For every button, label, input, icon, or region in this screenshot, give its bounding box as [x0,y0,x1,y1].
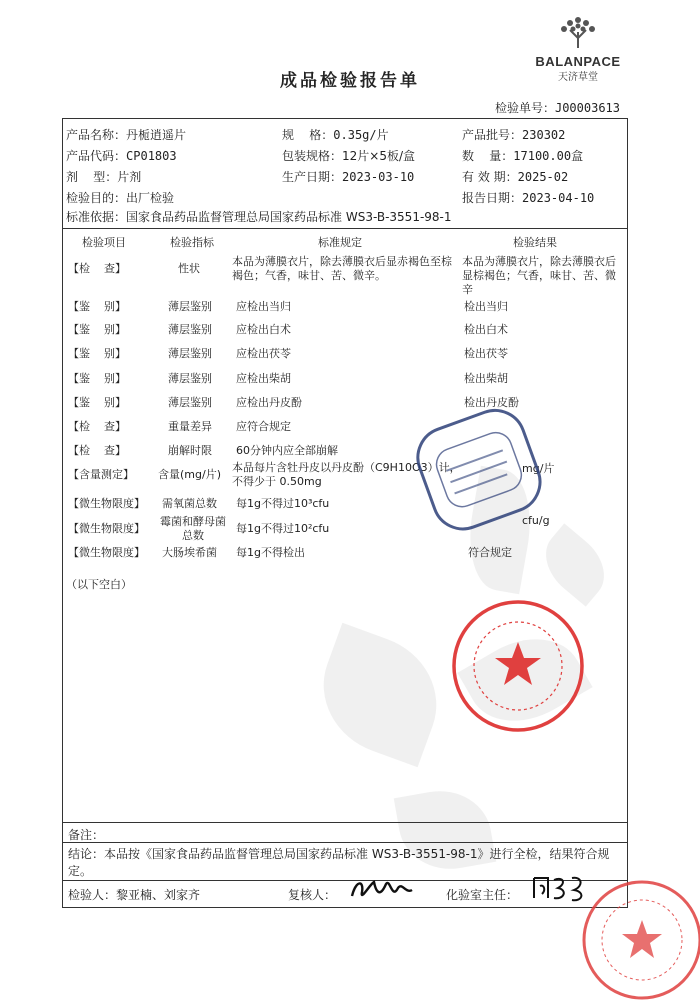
page-title: 成品检验报告单 [280,71,420,91]
col-header-index: 检验指标 [170,236,214,249]
conclusion-divider [62,842,628,843]
row-index: 需氧菌总数 [162,497,217,510]
row-result: 本品为薄膜衣片，除去薄膜衣后显棕褐色；气香，味甘、苦、微辛 [462,255,616,296]
row-item: 【微生物限度】 [68,497,145,510]
row-result: 检出白术 [464,323,508,336]
report-date: 报告日期：2023-04-10 [462,191,595,205]
row-index: 大肠埃希菌 [162,546,217,559]
row-standard: 应检出当归 [236,300,291,313]
management-stamp [578,876,700,1000]
blank-note: （以下空白） [66,578,132,591]
row-standard: 每1g不得过10³cfu [236,497,330,510]
row-item: 【鉴 别】 [68,347,126,360]
remark-label: 备注： [68,828,105,842]
row-result: mg/片 [522,462,555,475]
header-divider [62,228,628,229]
row-index: 薄层鉴别 [168,396,212,409]
row-index: 重量差异 [168,420,212,433]
row-index: 薄层鉴别 [168,300,212,313]
row-index: 含量(mg/片) [158,468,221,481]
tree-logo-icon [555,14,601,50]
row-standard: 应检出柴胡 [236,372,291,385]
col-header-item: 检验项目 [82,236,126,249]
dosage-form: 剂 型：片剂 [66,170,142,184]
row-item: 【鉴 别】 [68,323,126,336]
row-standard: 应检出白术 [236,323,291,336]
product-name: 产品名称：丹栀逍遥片 [66,128,187,142]
row-standard: 每1g不得检出 [236,546,305,559]
row-index: 薄层鉴别 [168,347,212,360]
doc-number-label: 检验单号： [494,101,555,115]
col-header-standard: 标准规定 [318,236,362,249]
row-standard: 应符合规定 [236,420,291,433]
row-index: 霉菌和酵母菌总数 [160,515,226,542]
col-header-result: 检验结果 [513,236,557,249]
expiry-date: 有 效 期：2025-02 [462,170,569,184]
row-index: 崩解时限 [168,444,212,457]
reviewer-signature [346,874,416,906]
row-index: 薄层鉴别 [168,323,212,336]
qa-stamp [448,596,588,736]
row-item: 【鉴 别】 [68,396,126,409]
inspector: 检验人：黎亚楠、刘家齐 [68,888,201,902]
spec: 规 格：0.35g/片 [282,128,389,142]
row-standard: 本品每片含牡丹皮以丹皮酚（C9H10O3）计，不得少于 0.50mg [232,461,461,488]
remark-divider [62,822,628,823]
row-index: 性状 [178,262,200,275]
production-date: 生产日期：2023-03-10 [282,170,415,184]
quantity: 数 量：17100.00盒 [462,149,584,163]
brand-name-cn: 天济草堂 [558,72,598,83]
row-standard: 应检出茯苓 [236,347,291,360]
product-code: 产品代码：CP01803 [66,149,177,163]
row-result: 检出柴胡 [464,372,508,385]
brand-name: BALANPACE [535,54,621,69]
inspection-purpose: 检验目的：出厂检验 [66,191,175,205]
row-item: 【微生物限度】 [68,522,145,535]
row-item: 【鉴 别】 [68,300,126,313]
row-result: 符合规定 [468,546,512,559]
lab-head-label: 化验室主任： [446,888,519,902]
row-result: 检出当归 [464,300,508,313]
reviewer-label: 复核人： [288,888,337,902]
conclusion-label: 结论： [68,847,105,861]
row-item: 【微生物限度】 [68,546,145,559]
row-result: 检出丹皮酚 [464,396,519,409]
row-index: 薄层鉴别 [168,372,212,385]
doc-number [495,99,620,116]
row-item: 【含量测定】 [68,468,134,481]
row-standard: 应检出丹皮酚 [236,396,302,409]
batch-no: 产品批号：230302 [462,128,566,142]
pack-spec: 包装规格：12片×5板/盒 [282,149,416,163]
row-standard: 本品为薄膜衣片，除去薄膜衣后显赤褐色至棕褐色；气香，味甘、苦、微辛。 [232,255,452,282]
row-result: 检出茯苓 [464,347,508,360]
conclusion-text: 本品按《国家食品药品监督管理总局国家药品标准 WS3-B-3551-98-1》进行全检，结果符合规定。 [68,847,610,878]
row-standard: 60分钟内应全部崩解 [236,444,338,457]
row-item: 【检 查】 [68,444,126,457]
row-result: cfu/g [522,514,550,527]
row-item: 【检 查】 [68,262,126,275]
doc-number-value: J00003613 [554,101,620,115]
row-item: 【检 查】 [68,420,126,433]
qc-stamp [408,400,548,540]
standard-basis: 标准依据：国家食品药品监督管理总局国家药品标准 WS3-B-3551-98-1 [66,210,452,224]
row-item: 【鉴 别】 [68,372,126,385]
row-standard: 每1g不得过10²cfu [236,522,330,535]
